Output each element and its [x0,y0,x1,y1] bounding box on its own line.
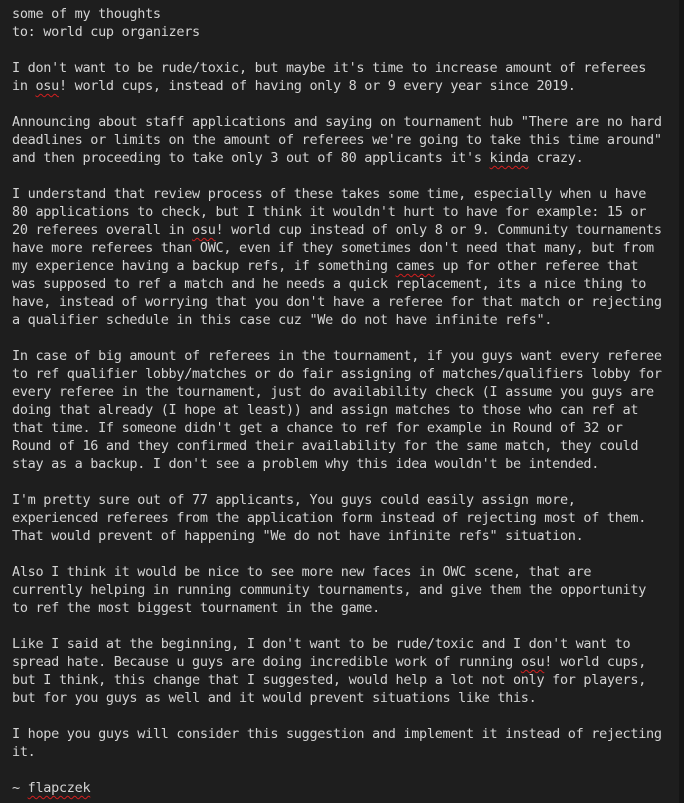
header-line-2: to: world cup organizers [12,24,200,40]
paragraph-4-line: that time. If someone didn't get a chance to ref for example in Round of 32 or [12,420,623,436]
paragraph-5-line: That would prevent of happening "We do not have infinite refs" situation. [12,528,584,544]
paragraph-6-line: currently helping in running community tournaments, and give them the opportunity [12,582,647,598]
paragraph-1-line: in osu! world cups, instead of having only 8 or 9 every year since 2019. [12,78,576,94]
paragraph-5-line: I'm pretty sure out of 77 applicants, You guys could easily assign more, [12,492,576,508]
paragraph-4-line: every referee in the tournament, just do availability check (I assume you guys are [12,384,654,400]
misspelled-word[interactable]: kinda [489,150,529,166]
paragraph-7-line: but I think, this change that I suggested, would help a lot not only for players, [12,672,647,688]
paragraph-6-line: Also I think it would be nice to see more new faces in OWC scene, that are [12,564,592,580]
blank-line [12,95,684,113]
paragraph-7-line: spread hate. Because u guys are doing incredible work of running osu! world cups, [12,654,647,670]
paragraph-2-line: Announcing about staff applications and saying on tournament hub "There are no hard [12,114,662,130]
paragraph-7-line: but for you guys as well and it would prevent situations like this. [12,690,537,706]
paragraph-3-line: my experience having a backup refs, if something cames up for other referee that [12,258,639,274]
paragraph-3-line: have, instead of worrying that you don't have a referee for that match or rejecting [12,294,662,310]
paragraph-1-line: I don't want to be rude/toxic, but maybe it's time to increase amount of referees [12,60,647,76]
blank-line [12,761,684,779]
misspelled-word[interactable]: osu [520,654,545,670]
paragraph-3-line: 20 referees overall in osu! world cup instead of only 8 or 9. Community tournaments [12,222,662,238]
paragraph-3-line: have more referees than OWC, even if they sometimes don't need that many, but from [12,240,654,256]
blank-line [12,41,684,59]
paragraph-4-line: to ref qualifier lobby/matches or do fair assigning of matches/qualifiers lobby for [12,366,662,382]
paragraph-2-line: deadlines or limits on the amount of referees we're going to take this time around" [12,132,662,148]
blank-line [12,617,684,635]
paragraph-6-line: to ref the most biggest tournament in the game. [12,600,380,616]
blank-line [12,167,684,185]
paragraph-5-line: experienced referees from the application form instead of rejecting most of them. [12,510,647,526]
blank-line [12,473,684,491]
blank-line [12,545,684,563]
paragraph-4-line: doing that already (I hope at least)) and assign matches to those who can ref at [12,402,639,418]
signature-name[interactable]: flapczek [27,780,91,796]
paragraph-3-line: a qualifier schedule in this case cuz "We do not have infinite refs". [12,312,553,328]
paragraph-3-line: 80 applications to check, but I think it wouldn't hurt to have for example: 15 or [12,204,647,220]
paragraph-4-line: Round of 16 and they confirmed their availability for the same match, they could [12,438,639,454]
misspelled-word[interactable]: osu [35,78,59,94]
misspelled-word[interactable]: cames [395,258,435,274]
signature-line: ~ flapczek [12,780,91,796]
paragraph-4-line: In case of big amount of referees in the tournament, if you guys want every referee [12,348,662,364]
header-line-1: some of my thoughts [12,6,161,22]
paragraph-4-line: stay as a backup. I don't see a problem why this idea wouldn't be intended. [12,456,600,472]
window-edge [679,0,684,803]
blank-line [12,707,684,725]
blank-line [12,329,684,347]
paragraph-3-line: was supposed to ref a match and he needs a quick replacement, its a nice thing to [12,276,647,292]
paragraph-7-line: Like I said at the beginning, I don't want to be rude/toxic and I don't want to [12,636,631,652]
paragraph-8-line: it. [12,744,36,760]
paragraph-8-line: I hope you guys will consider this suggestion and implement it instead of rejecting [12,726,662,742]
misspelled-word[interactable]: osu [192,222,216,238]
paragraph-3-line: I understand that review process of these takes some time, especially when u have [12,186,647,202]
paragraph-2-line: and then proceeding to take only 3 out of 80 applicants it's kinda crazy. [12,150,584,166]
